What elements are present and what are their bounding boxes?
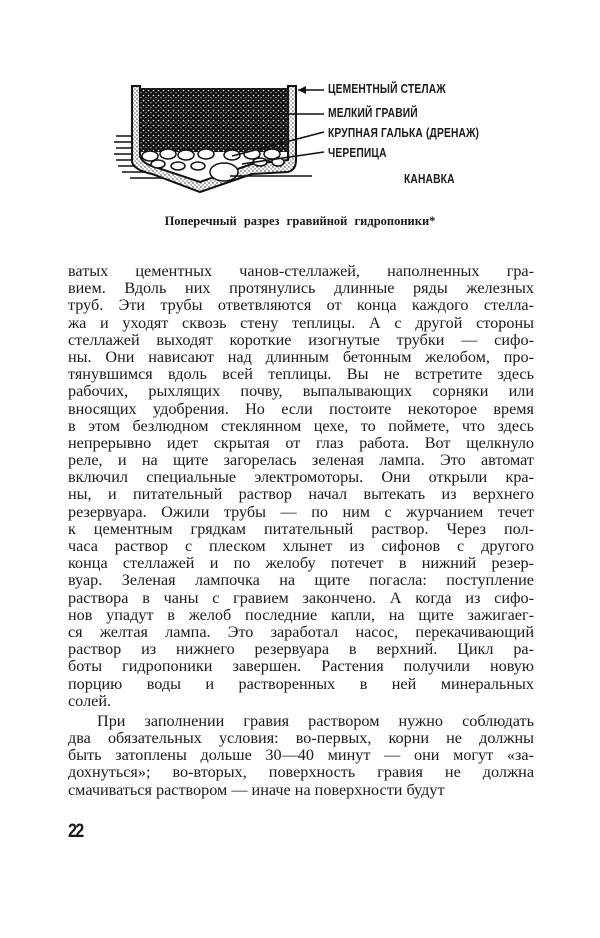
text-line: ся желтая лампа. Это заработал насос, перекачивающий	[68, 622, 534, 641]
label-cement-rack: ЦЕМЕНТНЫЙ СТЕЛАЖ	[328, 82, 446, 96]
text-line: раствора в чаны с гравием закончено. А когда из сифо-	[68, 588, 534, 607]
text-line: труб. Эти трубы ответвляются от конца каждого стелла-	[68, 296, 534, 315]
body-text	[68, 263, 534, 799]
text-line: жа и уходят сквозь стену теплицы. А с другой стороны	[68, 313, 534, 332]
text-line: два обязательных условия: во-первых, корни не должны	[68, 729, 534, 748]
text-line: реле, и на щите загорелась зеленая лампа. Это автомат	[68, 451, 534, 470]
text-line: ны. Они нависают над длинным бетонным желобом, про-	[68, 347, 534, 366]
arrow-icon	[298, 86, 306, 94]
label-ditch: КАНАВКА	[404, 172, 455, 186]
text-line: непрерывно идет скрытая от глаз работа. Вот щелкнуло	[68, 433, 534, 452]
text-line: боты гидропоники завершен. Растения получили новую	[68, 657, 534, 676]
text-line: рабочих, рыхлящих почву, выпалывающих сорняки или	[68, 382, 534, 401]
gravel-hydroponics-diagram	[112, 74, 512, 204]
text-line: ватых цементных чанов-стеллажей, наполненных гра-	[68, 262, 534, 280]
text-line: нов упадут в желоб последние капли, на щите зажигаег-	[68, 605, 534, 624]
text-line: вуар. Зеленая лампочка на щите погасла: поступление	[68, 571, 534, 590]
text-line: ны, и питательный раствор начал вытекать из верхнего	[68, 485, 534, 504]
text-line: часа раствор с плеском хлынет из сифонов с другого	[68, 537, 534, 555]
text-line: тянувшимся вдоль всей теплицы. Вы не встретите здесь	[68, 365, 534, 384]
label-tile: ЧЕРЕПИЦА	[328, 146, 387, 160]
text-line: к цементным грядкам питательный раствор. Через пол-	[68, 519, 534, 538]
text-line: раствор из нижнего резервуара в верхний. Цикл ра-	[68, 640, 534, 659]
text-line: конца стеллажей и по желобу потечет в нижний резер-	[68, 554, 534, 573]
text-line: вносящих удобрения. Но если постоите некоторое время	[68, 399, 534, 418]
text-line: в этом безлюдном стеклянном цехе, то поймете, что здесь	[68, 416, 534, 435]
text-line: быть затоплены дольше 30—40 минут — они могут «за-	[68, 746, 534, 765]
label-fine-gravel: МЕЛКИЙ ГРАВИЙ	[328, 106, 418, 120]
page-number: 22	[68, 821, 83, 842]
figure-caption: Поперечный разрез гравийной гидропоники*	[164, 214, 436, 228]
text-line: включил специальные электромоторы. Они открыли кра-	[68, 468, 534, 487]
text-line: смачиваться раствором — иначе на поверхности будут	[68, 780, 445, 799]
text-line: резервуара. Ожили трубы — по ним с журчанием течет	[68, 502, 534, 521]
text-line: стеллажей выходят короткие изогнутые трубки — сифо-	[68, 330, 534, 349]
text-line: При заполнении гравия раствором нужно соблюдать	[97, 711, 534, 730]
text-line: солей.	[68, 691, 112, 710]
text-line: вием. Вдоль них протянулись длинные ряды железных	[68, 279, 534, 298]
text-line: порцию воды и растворенных в ней минеральных	[68, 674, 534, 693]
label-coarse-pebbles: КРУПНАЯ ГАЛЬКА (ДРЕНАЖ)	[328, 126, 480, 140]
text-line: дохнуться»; во-вторых, поверхность гравия не должна	[68, 763, 534, 782]
